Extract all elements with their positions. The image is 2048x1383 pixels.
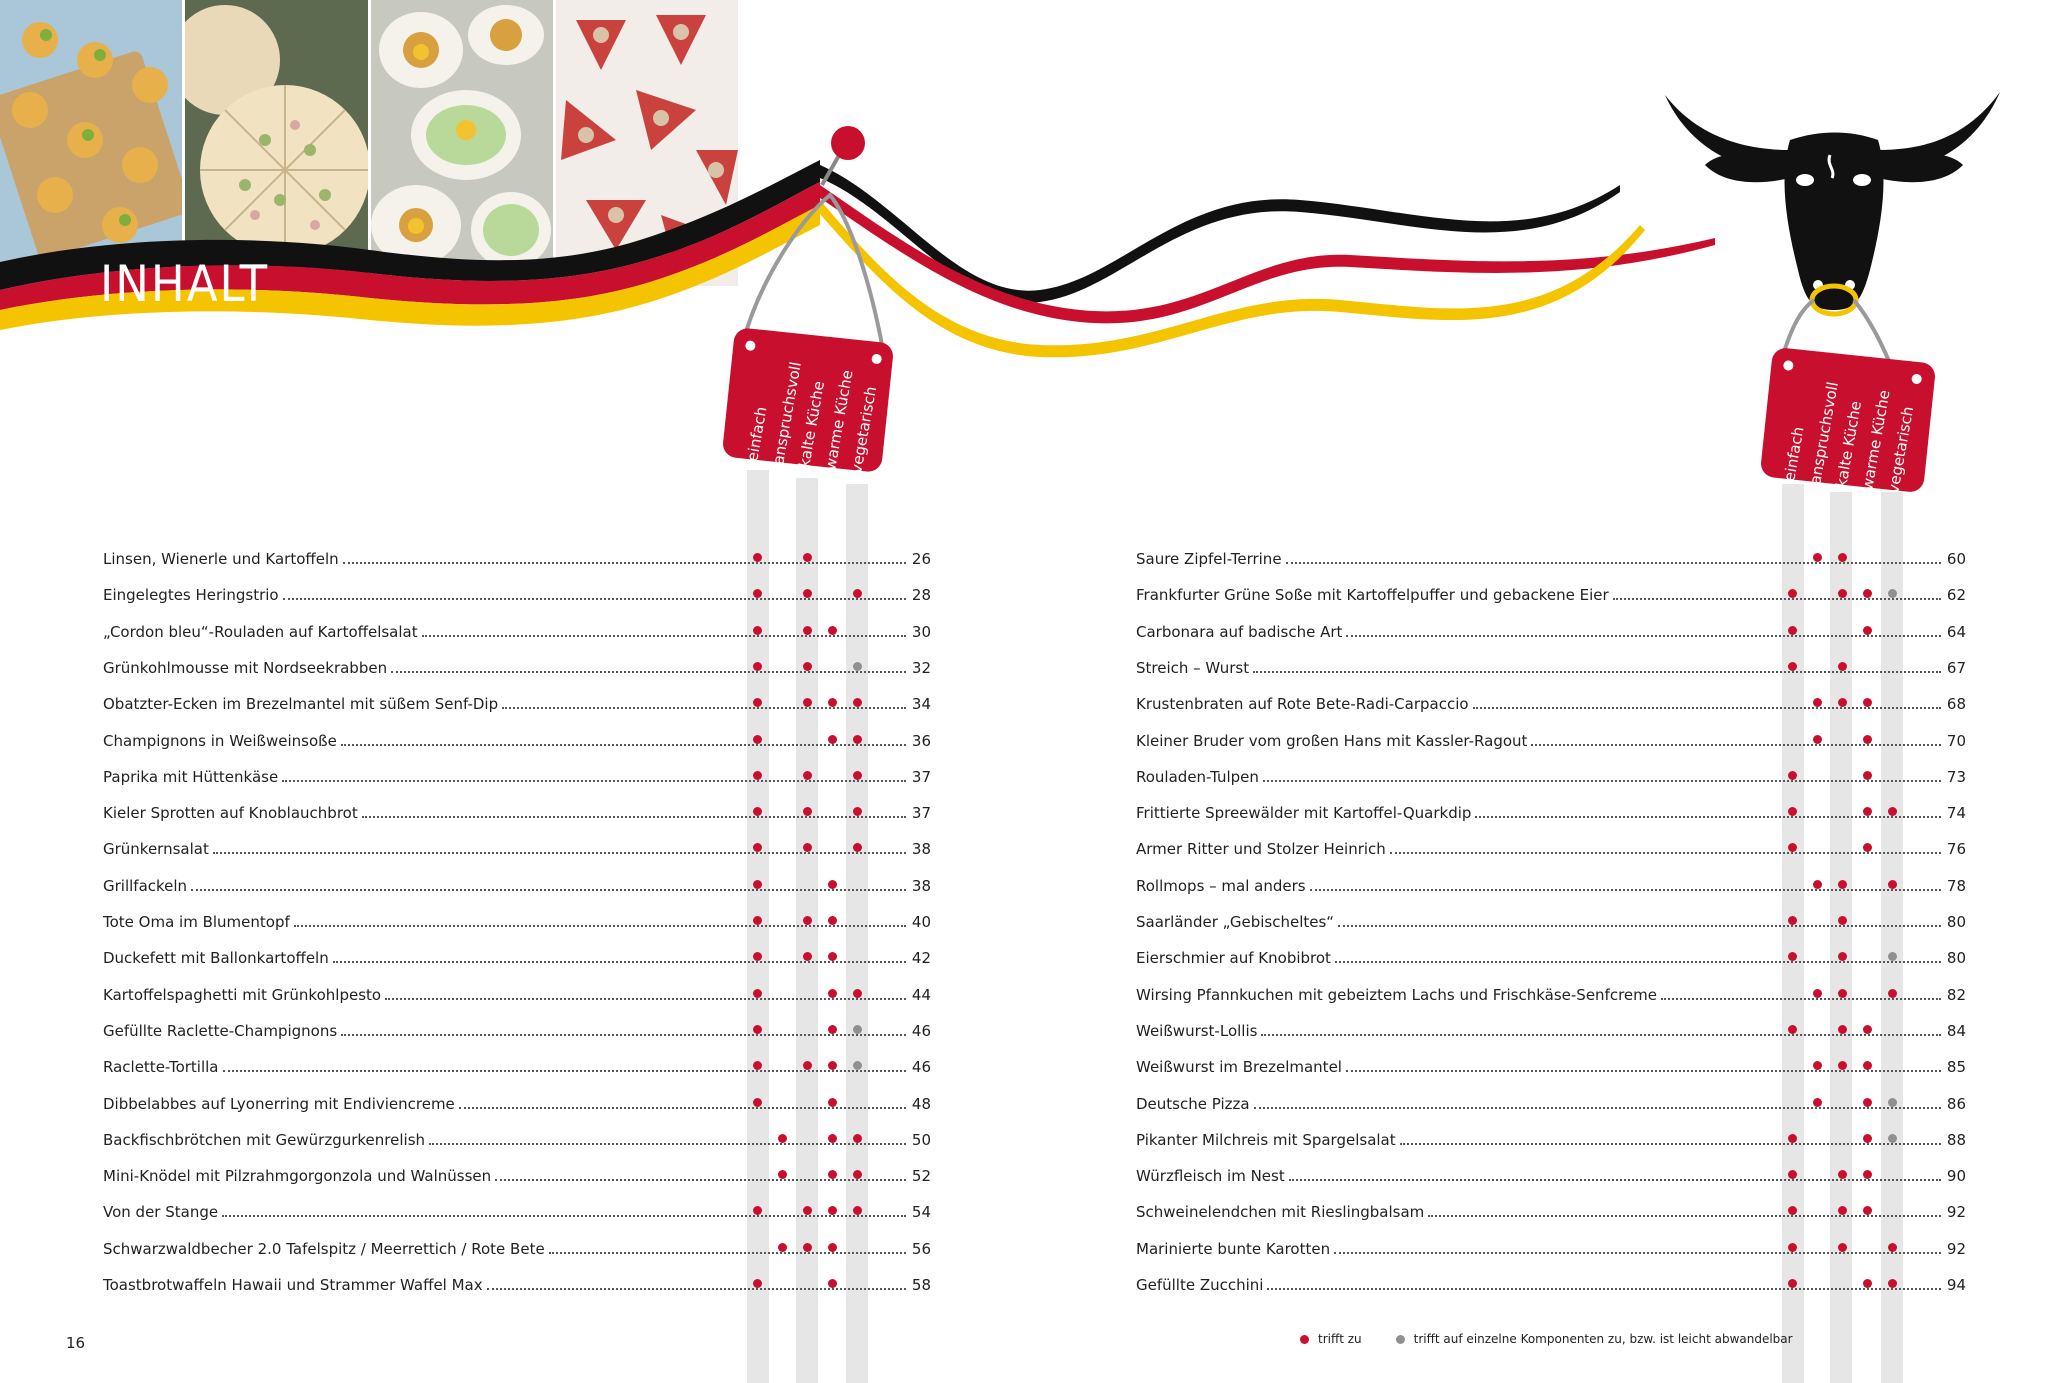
toc-row-leader <box>362 816 906 818</box>
toc-row-title: Tote Oma im Blumentopf <box>103 913 290 931</box>
toc-row-title: Rollmops – mal anders <box>1136 876 1306 895</box>
page-number: 16 <box>66 1334 86 1352</box>
toc-row <box>1136 802 1966 822</box>
toc-row <box>103 1020 931 1040</box>
sign-label: warme Küche <box>1858 388 1894 492</box>
toc-row-page: 26 <box>911 550 931 568</box>
toc-row-page: 48 <box>911 1094 931 1113</box>
toc-row <box>103 1201 931 1221</box>
toc-row-title: Pikanter Milchreis mit Spargelsalat <box>1136 1130 1396 1149</box>
toc-row-title: Frittierte Spreewälder mit Kartoffel-Quarkdip <box>1136 804 1472 823</box>
toc-row-page: 60 <box>1946 550 1966 568</box>
toc-row-title: Eingelegtes Heringstrio <box>103 586 279 605</box>
legend-full-label: trifft zu <box>1318 1332 1362 1346</box>
toc-row-title: Schweinelendchen mit Rieslingbalsam <box>1136 1203 1425 1222</box>
toc-row <box>1136 621 1966 641</box>
toc-row-leader <box>1286 562 1941 564</box>
toc-row <box>1136 766 1966 786</box>
toc-row <box>103 693 931 713</box>
toc-row <box>103 1093 931 1113</box>
toc-row-leader <box>422 635 906 637</box>
toc-row <box>103 875 931 895</box>
toc-row-title: Duckefett mit Ballonkartoffeln <box>103 949 329 968</box>
toc-row-page: 56 <box>911 1239 931 1258</box>
legend <box>1300 1332 1793 1346</box>
toc-row-leader <box>1475 816 1941 818</box>
toc-row-title: Marinierte bunte Karotten <box>1136 1239 1331 1258</box>
toc-row-page: 37 <box>911 767 931 786</box>
toc-row-leader <box>502 707 906 709</box>
toc-row-page: 85 <box>1946 1058 1966 1077</box>
toc-row-title: Kleiner Bruder vom großen Hans mit Kassler-Ragout <box>1136 731 1528 750</box>
toc-row-leader <box>1400 1143 1941 1145</box>
toc-row-leader <box>1253 671 1941 673</box>
ribbon-black <box>820 165 1620 303</box>
sign-label: anspruchsvoll <box>769 360 805 466</box>
toc-row <box>1136 548 1966 568</box>
toc-row-page: 58 <box>911 1276 931 1294</box>
sign-label: einfach <box>743 405 771 463</box>
toc-row <box>103 838 931 858</box>
toc-row-page: 90 <box>1946 1167 1966 1186</box>
toc-row-leader <box>282 780 906 782</box>
toc-row <box>1136 1238 1966 1258</box>
toc-row-page: 38 <box>911 876 931 895</box>
toc-row-title: Mini-Knödel mit Pilzrahmgorgonzola und Walnüssen <box>103 1167 492 1186</box>
sign-label: vegetarisch <box>847 385 881 475</box>
toc-row-page: 73 <box>1946 767 1966 786</box>
toc-row <box>1136 984 1966 1004</box>
toc-row-title: Krustenbraten auf Rote Bete-Radi-Carpaccio <box>1136 695 1469 714</box>
toc-row-leader <box>343 562 906 564</box>
toc-row-title: Grünkernsalat <box>103 840 209 859</box>
toc-row-leader <box>1661 998 1941 1000</box>
toc-row-leader <box>1473 707 1941 709</box>
toc-row <box>1136 1274 1966 1294</box>
toc-row-page: 78 <box>1946 876 1966 895</box>
toc-row-title: Streich – Wurst <box>1136 658 1250 677</box>
toc-row <box>103 657 931 677</box>
toc-row-leader <box>385 998 906 1000</box>
sign-label: einfach <box>1780 425 1808 483</box>
toc-row-title: Von der Stange <box>103 1203 219 1222</box>
toc-row-leader <box>1338 925 1941 927</box>
toc-row-title: Grünkohlmousse mit Nordseekrabben <box>103 658 388 677</box>
toc-row <box>1136 1201 1966 1221</box>
toc-row <box>103 548 931 568</box>
toc-row-leader <box>429 1143 906 1145</box>
toc-row-page: 68 <box>1946 695 1966 714</box>
bull-icon <box>1665 92 2000 314</box>
toc-row-title: Carbonara auf badische Art <box>1136 622 1343 641</box>
toc-row-title: Champignons in Weißweinsoße <box>103 731 337 750</box>
toc-row-title: Eierschmier auf Knobibrot <box>1136 949 1331 968</box>
toc-row-page: 36 <box>911 731 931 750</box>
toc-row-leader <box>1531 744 1940 746</box>
toc-row-title: Kieler Sprotten auf Knoblauchbrot <box>103 804 358 823</box>
toc-row-title: Grillfackeln <box>103 876 188 895</box>
toc-row-title: Backfischbrötchen mit Gewürzgurkenrelish <box>103 1130 426 1149</box>
toc-row-title: Rouladen-Tulpen <box>1136 767 1259 786</box>
toc-row-page: 64 <box>1946 622 1966 641</box>
toc-row-page: 92 <box>1946 1203 1966 1222</box>
toc-row-page: 94 <box>1946 1276 1966 1294</box>
toc-row-leader <box>1390 852 1941 854</box>
toc-left <box>103 548 931 1294</box>
toc-row-leader <box>333 961 906 963</box>
toc-row <box>103 802 931 822</box>
toc-row-page: 86 <box>1946 1094 1966 1113</box>
toc-row-title: Kartoffelspaghetti mit Grünkohlpesto <box>103 985 382 1004</box>
toc-row-leader <box>1428 1215 1941 1217</box>
toc-row <box>103 984 931 1004</box>
toc-row-page: 50 <box>911 1130 931 1149</box>
toc-row-page: 44 <box>911 985 931 1004</box>
toc-row-page: 88 <box>1946 1130 1966 1149</box>
toc-row <box>1136 657 1966 677</box>
sign-label: anspruchsvoll <box>1806 380 1842 486</box>
toc-row <box>1136 947 1966 967</box>
toc-row-leader <box>283 598 906 600</box>
toc-row <box>103 911 931 931</box>
toc-row <box>1136 584 1966 604</box>
toc-row-title: Gefüllte Zucchini <box>1136 1276 1264 1294</box>
toc-row-page: 54 <box>911 1203 931 1222</box>
toc-row-title: „Cordon bleu“-Rouladen auf Kartoffelsalat <box>103 622 418 641</box>
toc-row <box>103 766 931 786</box>
toc-row-leader <box>1335 961 1941 963</box>
toc-row-title: Saarländer „Gebischeltes“ <box>1136 913 1335 931</box>
toc-row-leader <box>223 1070 906 1072</box>
toc-row-leader <box>495 1179 906 1181</box>
toc-row-title: Dibbelabbes auf Lyonerring mit Endiviencreme <box>103 1094 455 1113</box>
toc-row-title: Saure Zipfel-Terrine <box>1136 550 1282 568</box>
toc-row-title: Weißwurst im Brezelmantel <box>1136 1058 1342 1077</box>
toc-row-title: Obatzter-Ecken im Brezelmantel mit süßem Senf-Dip <box>103 695 499 714</box>
toc-row <box>1136 693 1966 713</box>
toc-row-page: 34 <box>911 695 931 714</box>
toc-row-page: 38 <box>911 840 931 859</box>
toc-row <box>1136 1020 1966 1040</box>
toc-row-title: Linsen, Wienerle und Kartoffeln <box>103 550 339 568</box>
toc-row-page: 74 <box>1946 804 1966 823</box>
toc-row-page: 76 <box>1946 840 1966 859</box>
toc-row-leader <box>391 671 906 673</box>
sign-label: kalte Küche <box>1832 399 1866 489</box>
toc-row-title: Deutsche Pizza <box>1136 1094 1250 1113</box>
legend-red-dot <box>1300 1335 1309 1344</box>
toc-row-leader <box>191 889 906 891</box>
toc-row <box>1136 911 1966 931</box>
toc-row-leader <box>549 1252 906 1254</box>
toc-row-leader <box>1263 780 1941 782</box>
toc-row-title: Gefüllte Raclette-Champignons <box>103 1021 338 1040</box>
toc-row-page: 46 <box>911 1021 931 1040</box>
toc-row <box>1136 1093 1966 1113</box>
toc-row-leader <box>294 925 906 927</box>
toc-row <box>1136 838 1966 858</box>
toc-row-title: Raclette-Tortilla <box>103 1058 219 1077</box>
toc-row-leader <box>341 744 906 746</box>
toc-row-title: Weißwurst-Lollis <box>1136 1021 1258 1040</box>
toc-row-leader <box>1613 598 1941 600</box>
page-title: INHALT <box>100 255 270 313</box>
toc-row-page: 52 <box>911 1167 931 1186</box>
toc-row-page: 62 <box>1946 586 1966 605</box>
toc-row <box>103 1274 931 1294</box>
toc-row-title: Frankfurter Grüne Soße mit Kartoffelpuffer und gebackene Eier <box>1136 586 1609 605</box>
toc-row <box>1136 1056 1966 1076</box>
toc-row-leader <box>1254 1107 1941 1109</box>
toc-row-page: 80 <box>1946 949 1966 968</box>
toc-right <box>1136 548 1966 1294</box>
toc-row <box>103 947 931 967</box>
toc-row-page: 30 <box>911 622 931 641</box>
toc-row-leader <box>1346 1070 1941 1072</box>
toc-row-page: 82 <box>1946 985 1966 1004</box>
toc-row <box>1136 875 1966 895</box>
legend-partial-label: trifft auf einzelne Komponenten zu, bzw. ist leicht abwandelbar <box>1413 1332 1793 1346</box>
sign-label: warme Küche <box>821 368 857 472</box>
toc-row-page: 40 <box>911 913 931 931</box>
toc-row-leader <box>213 852 906 854</box>
pin-head <box>831 126 865 160</box>
toc-row <box>103 1238 931 1258</box>
toc-row-title: Wirsing Pfannkuchen mit gebeiztem Lachs und Frischkäse-Senfcreme <box>1136 985 1657 1004</box>
toc-row-leader <box>341 1034 906 1036</box>
toc-row-page: 32 <box>911 658 931 677</box>
sign-label: vegetarisch <box>1884 405 1918 495</box>
toc-row-leader <box>222 1215 906 1217</box>
toc-row <box>103 1129 931 1149</box>
sign-label: kalte Küche <box>795 379 829 469</box>
toc-row-leader <box>1267 1288 1940 1290</box>
toc-row-leader <box>1346 635 1941 637</box>
toc-row <box>1136 1165 1966 1185</box>
toc-row-page: 42 <box>911 949 931 968</box>
legend-gray-dot <box>1396 1335 1405 1344</box>
toc-row-leader <box>487 1288 906 1290</box>
toc-row-title: Toastbrotwaffeln Hawaii und Strammer Waffel Max <box>103 1276 483 1294</box>
toc-row-leader <box>1261 1034 1940 1036</box>
toc-row-page: 37 <box>911 804 931 823</box>
toc-row <box>103 730 931 750</box>
toc-row-page: 67 <box>1946 658 1966 677</box>
toc-row-title: Schwarzwaldbecher 2.0 Tafelspitz / Meerrettich / Rote Bete <box>103 1239 545 1258</box>
toc-row-title: Würzfleisch im Nest <box>1136 1167 1285 1186</box>
toc-row <box>103 1165 931 1185</box>
toc-row <box>1136 1129 1966 1149</box>
toc-row <box>103 584 931 604</box>
toc-row-leader <box>1334 1252 1941 1254</box>
toc-row-leader <box>1289 1179 1941 1181</box>
toc-row-page: 92 <box>1946 1239 1966 1258</box>
toc-row-leader <box>459 1107 906 1109</box>
toc-row-page: 80 <box>1946 913 1966 931</box>
toc-row-title: Paprika mit Hüttenkäse <box>103 767 279 786</box>
toc-row-page: 70 <box>1946 731 1966 750</box>
toc-row <box>103 1056 931 1076</box>
toc-row-page: 84 <box>1946 1021 1966 1040</box>
toc-row <box>103 621 931 641</box>
toc-row <box>1136 730 1966 750</box>
toc-row-leader <box>1310 889 1941 891</box>
toc-row-title: Armer Ritter und Stolzer Heinrich <box>1136 840 1386 859</box>
toc-row-page: 46 <box>911 1058 931 1077</box>
toc-row-page: 28 <box>911 586 931 605</box>
